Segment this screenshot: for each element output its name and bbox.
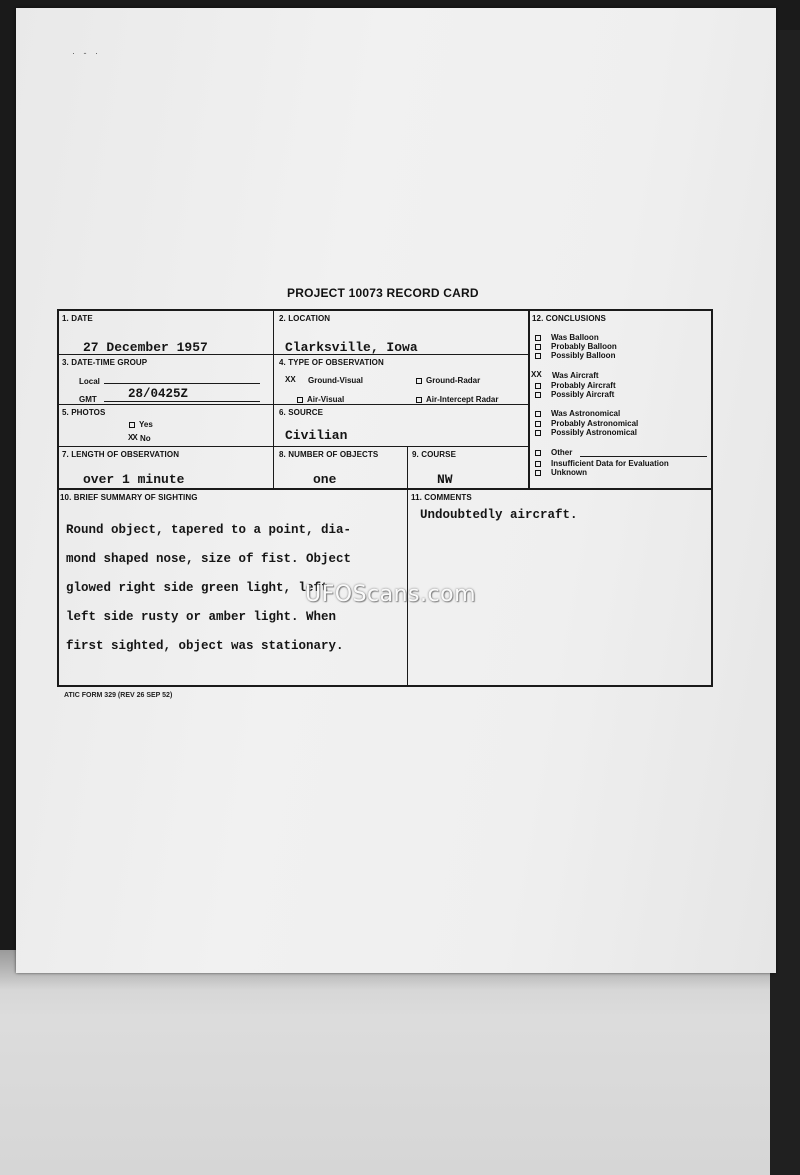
ground-radar-text: Ground-Radar [426,376,481,385]
checkbox-icon [416,397,422,403]
objects-label: 8. NUMBER OF OBJECTS [279,450,379,459]
conclusion-unknown [535,468,587,477]
summary-line: mond shaped nose, size of fist. Object [66,551,352,566]
conclusion-probably-aircraft [535,381,616,390]
location-value: Clarksville, Iowa [285,340,418,355]
comments-label: 11. COMMENTS [411,493,472,502]
under-sheet [0,950,800,1175]
conclusion-text: Probably Aircraft [551,381,616,390]
checkbox-icon [535,335,541,341]
summary-label: 10. BRIEF SUMMARY OF SIGHTING [60,493,198,502]
checkbox-icon [416,378,422,384]
conclusion-possibly-aircraft [535,390,614,399]
photos-yes-option [129,420,153,429]
date-value: 27 December 1957 [83,340,208,355]
summary-line: glowed right side green light, left [66,580,329,595]
local-label: Local [79,377,100,386]
conclusion-possibly-balloon [535,351,615,360]
summary-line: left side rusty or amber light. When [66,609,337,624]
photos-yes-text: Yes [139,420,153,429]
location-label: 2. LOCATION [279,314,331,323]
checkbox-icon [535,392,541,398]
checkbox-icon [535,470,541,476]
checkbox-icon [297,397,303,403]
checkbox-icon [535,411,541,417]
summary-line: Round object, tapered to a point, dia- [66,522,352,537]
checkbox-icon [535,383,541,389]
ground-visual-mark: XX [285,375,296,384]
divider-row2 [58,404,528,405]
checkbox-icon [535,353,541,359]
conclusion-text: Possibly Aircraft [551,390,615,399]
checkbox-icon [535,430,541,436]
source-value: Civilian [285,428,348,443]
conclusion-other [535,448,572,457]
checkbox-icon [535,344,541,350]
divider-summary-comments [407,446,408,686]
conclusion-text: Other [551,448,573,457]
photos-no-option: No [140,434,151,443]
course-label: 9. COURSE [412,450,457,459]
datetime-label: 3. DATE-TIME GROUP [62,358,148,367]
conclusion-probably-astronomical [535,419,638,428]
conclusion-text: Unknown [551,468,587,477]
photos-no-mark: XX [128,433,137,442]
objects-value: one [313,472,337,487]
divider-row4 [58,488,712,490]
was-aircraft-mark: XX [531,370,542,379]
card-title: PROJECT 10073 RECORD CARD [287,286,479,300]
air-visual-option [297,395,344,404]
conclusion-was-balloon [535,333,599,342]
checkbox-icon [535,421,541,427]
conclusion-text: Probably Balloon [551,342,617,351]
conclusion-was-aircraft: Was Aircraft [552,371,599,380]
photos-label: 5. PHOTOS [62,408,106,417]
local-underline [104,383,260,384]
divider-conclusions [528,310,530,489]
conclusion-text: Was Astronomical [551,409,621,418]
summary-line: first sighted, object was stationary. [66,638,344,653]
form-id: ATIC FORM 329 (REV 26 SEP 52) [64,692,173,699]
ground-visual-option: Ground-Visual [308,376,363,385]
divider-row3 [58,446,528,447]
conclusion-probably-balloon [535,342,617,351]
date-label: 1. DATE [62,314,93,323]
ground-radar-option [416,376,480,385]
conclusion-possibly-astronomical [535,428,637,437]
conclusion-was-astronomical [535,409,620,418]
divider-mid [273,310,274,489]
checkbox-icon [535,461,541,467]
air-visual-text: Air-Visual [307,395,345,404]
comments-value: Undoubtedly aircraft. [420,508,578,522]
conclusion-text: Possibly Balloon [551,351,616,360]
conclusions-label: 12. CONCLUSIONS [532,314,606,323]
course-value: NW [437,472,453,487]
other-underline [580,456,707,457]
checkbox-icon [535,450,541,456]
air-intercept-option [416,395,498,404]
gmt-value: 28/0425Z [128,387,189,401]
source-label: 6. SOURCE [279,408,324,417]
observation-type-label: 4. TYPE OF OBSERVATION [279,358,384,367]
gmt-underline [104,401,260,402]
conclusion-insufficient-data [535,459,669,468]
conclusion-text: Was Balloon [551,333,599,342]
air-intercept-text: Air-Intercept Radar [426,395,499,404]
checkbox-icon [129,422,135,428]
conclusion-text: Insufficient Data for Evaluation [551,459,669,468]
watermark: UFOScans.com [305,582,476,607]
conclusion-text: Probably Astronomical [551,419,639,428]
gmt-label: GMT [79,395,97,404]
length-label: 7. LENGTH OF OBSERVATION [62,450,180,459]
scan-specks: · - · [72,48,101,58]
length-value: over 1 minute [83,472,185,487]
conclusion-text: Possibly Astronomical [551,428,637,437]
